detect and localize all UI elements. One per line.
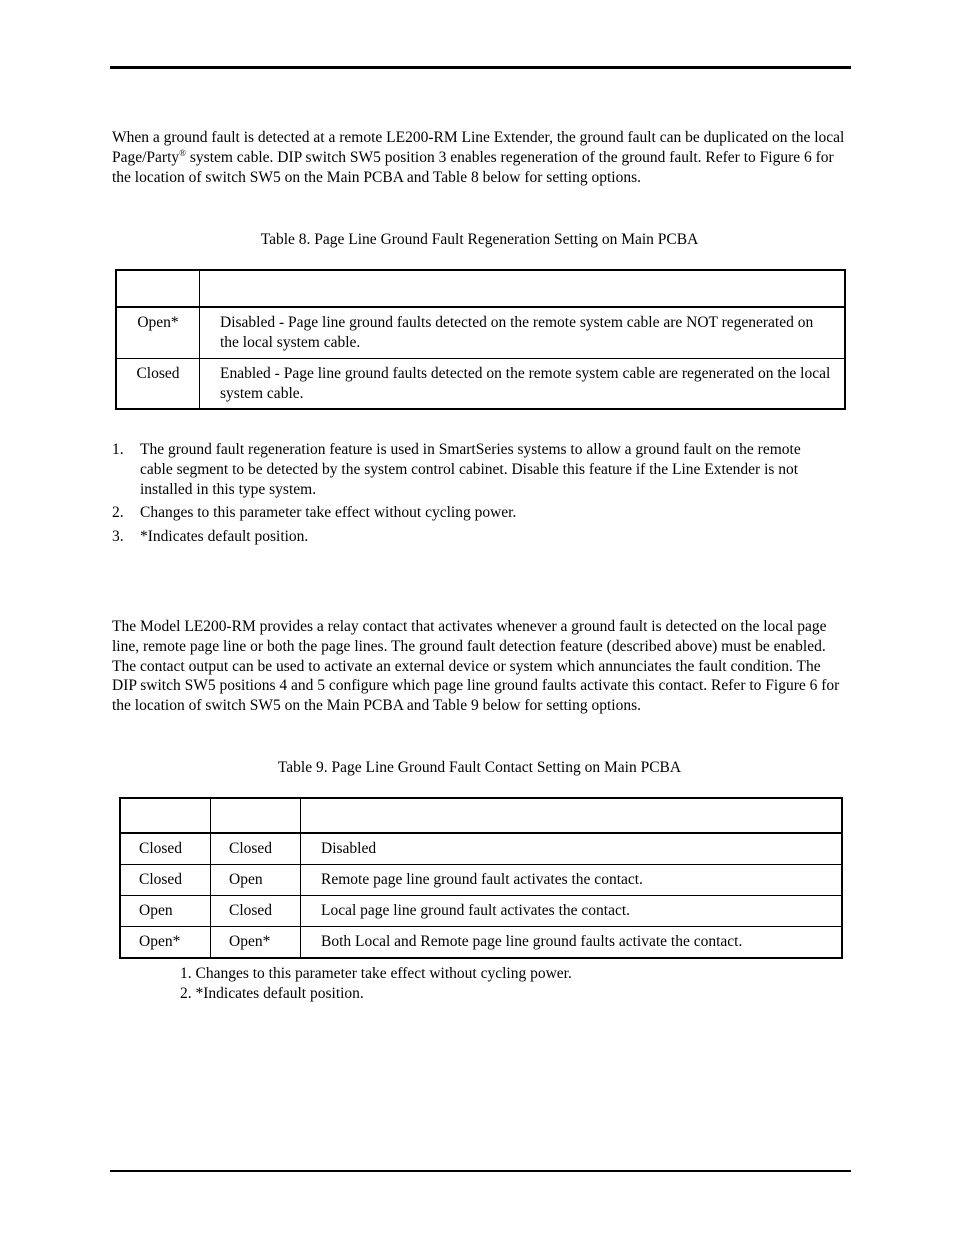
table9-note: 2. *Indicates default position.	[180, 985, 364, 1002]
regen-paragraph-text-1: When a ground fault is detected at a remote LE200-RM Line Extender, the ground fault can be duplicated on the local Page/Party	[112, 129, 845, 166]
list-item	[112, 440, 824, 499]
table8-notes-list	[112, 440, 824, 551]
table-row	[116, 307, 845, 359]
table9-header-cell	[120, 798, 211, 833]
table9-pos5-cell: Open	[211, 865, 301, 896]
footer-rule	[110, 1170, 851, 1172]
table8	[115, 269, 846, 410]
note-number: 1.	[112, 441, 124, 458]
table9-pos5-cell: Open*	[211, 927, 301, 959]
registered-mark: ®	[179, 147, 186, 158]
table9-description-cell: Local page line ground fault activates the contact.	[301, 896, 843, 927]
list-item	[112, 503, 824, 523]
table8-description-cell: Disabled - Page line ground faults detected on the remote system cable are NOT regenerated on the local system cable.	[200, 307, 846, 359]
table9-pos5-cell: Closed	[211, 896, 301, 927]
table9-description-cell: Disabled	[301, 833, 843, 865]
table-row	[120, 865, 842, 896]
table9	[119, 797, 843, 959]
regen-paragraph	[112, 128, 847, 187]
table9-description-cell: Both Local and Remote page line ground faults activate the contact.	[301, 927, 843, 959]
regen-paragraph-text-2: system cable. DIP switch SW5 position 3 enables regeneration of the ground fault. Refer to Figure 6 for the location of switch SW5 on the Main PCBA and Table 8 below for setting options.	[112, 148, 834, 186]
table8-caption: Table 8. Page Line Ground Fault Regeneration Setting on Main PCBA	[260, 231, 699, 248]
note-text: The ground fault regeneration feature is used in SmartSeries systems to allow a ground fault on the remote cable segment to be detected by the system control cabinet. Disable this feature if the Line Extender is not installed in this type system.	[140, 441, 801, 498]
table9-header-row	[120, 798, 842, 833]
table8-setting-cell: Open*	[116, 307, 200, 359]
table8-header-row	[116, 270, 845, 307]
table-row	[116, 359, 845, 410]
table9-pos4-cell: Closed	[120, 865, 211, 896]
table-row	[120, 896, 842, 927]
table8-setting-cell: Closed	[116, 359, 200, 410]
note-text: Changes to this parameter take effect without cycling power.	[140, 504, 517, 522]
table9-pos5-cell: Closed	[211, 833, 301, 865]
table9-header-cell	[211, 798, 301, 833]
note-number: 2.	[112, 504, 124, 522]
header-rule	[110, 66, 851, 69]
table9-pos4-cell: Closed	[120, 833, 211, 865]
table-row	[120, 927, 842, 959]
table-row	[120, 833, 842, 865]
table8-header-cell	[200, 270, 846, 307]
table9-note: 1. Changes to this parameter take effect without cycling power.	[180, 965, 572, 982]
table8-header-cell	[116, 270, 200, 307]
list-item	[112, 527, 824, 547]
contact-paragraph: The Model LE200-RM provides a relay contact that activates whenever a ground fault is detected on the local page line, remote page line or both the page lines. The ground fault detection feature (described above) must be enabled. The contact output can be used to activate an external device or system which annunciates the fault condition. The DIP switch SW5 positions 4 and 5 configure which page line ground faults activate this contact. Refer to Figure 6 for the location of switch SW5 on the Main PCBA and Table 9 below for setting options.	[112, 618, 840, 715]
table9-pos4-cell: Open*	[120, 927, 211, 959]
note-number: 3.	[112, 528, 124, 546]
table9-pos4-cell: Open	[120, 896, 211, 927]
note-text: *Indicates default position.	[140, 528, 309, 546]
table9-description-cell: Remote page line ground fault activates the contact.	[301, 865, 843, 896]
table9-caption: Table 9. Page Line Ground Fault Contact Setting on Main PCBA	[277, 759, 682, 776]
table9-header-cell	[301, 798, 843, 833]
table8-description-cell: Enabled - Page line ground faults detected on the remote system cable are regenerated on the local system cable.	[200, 359, 846, 410]
